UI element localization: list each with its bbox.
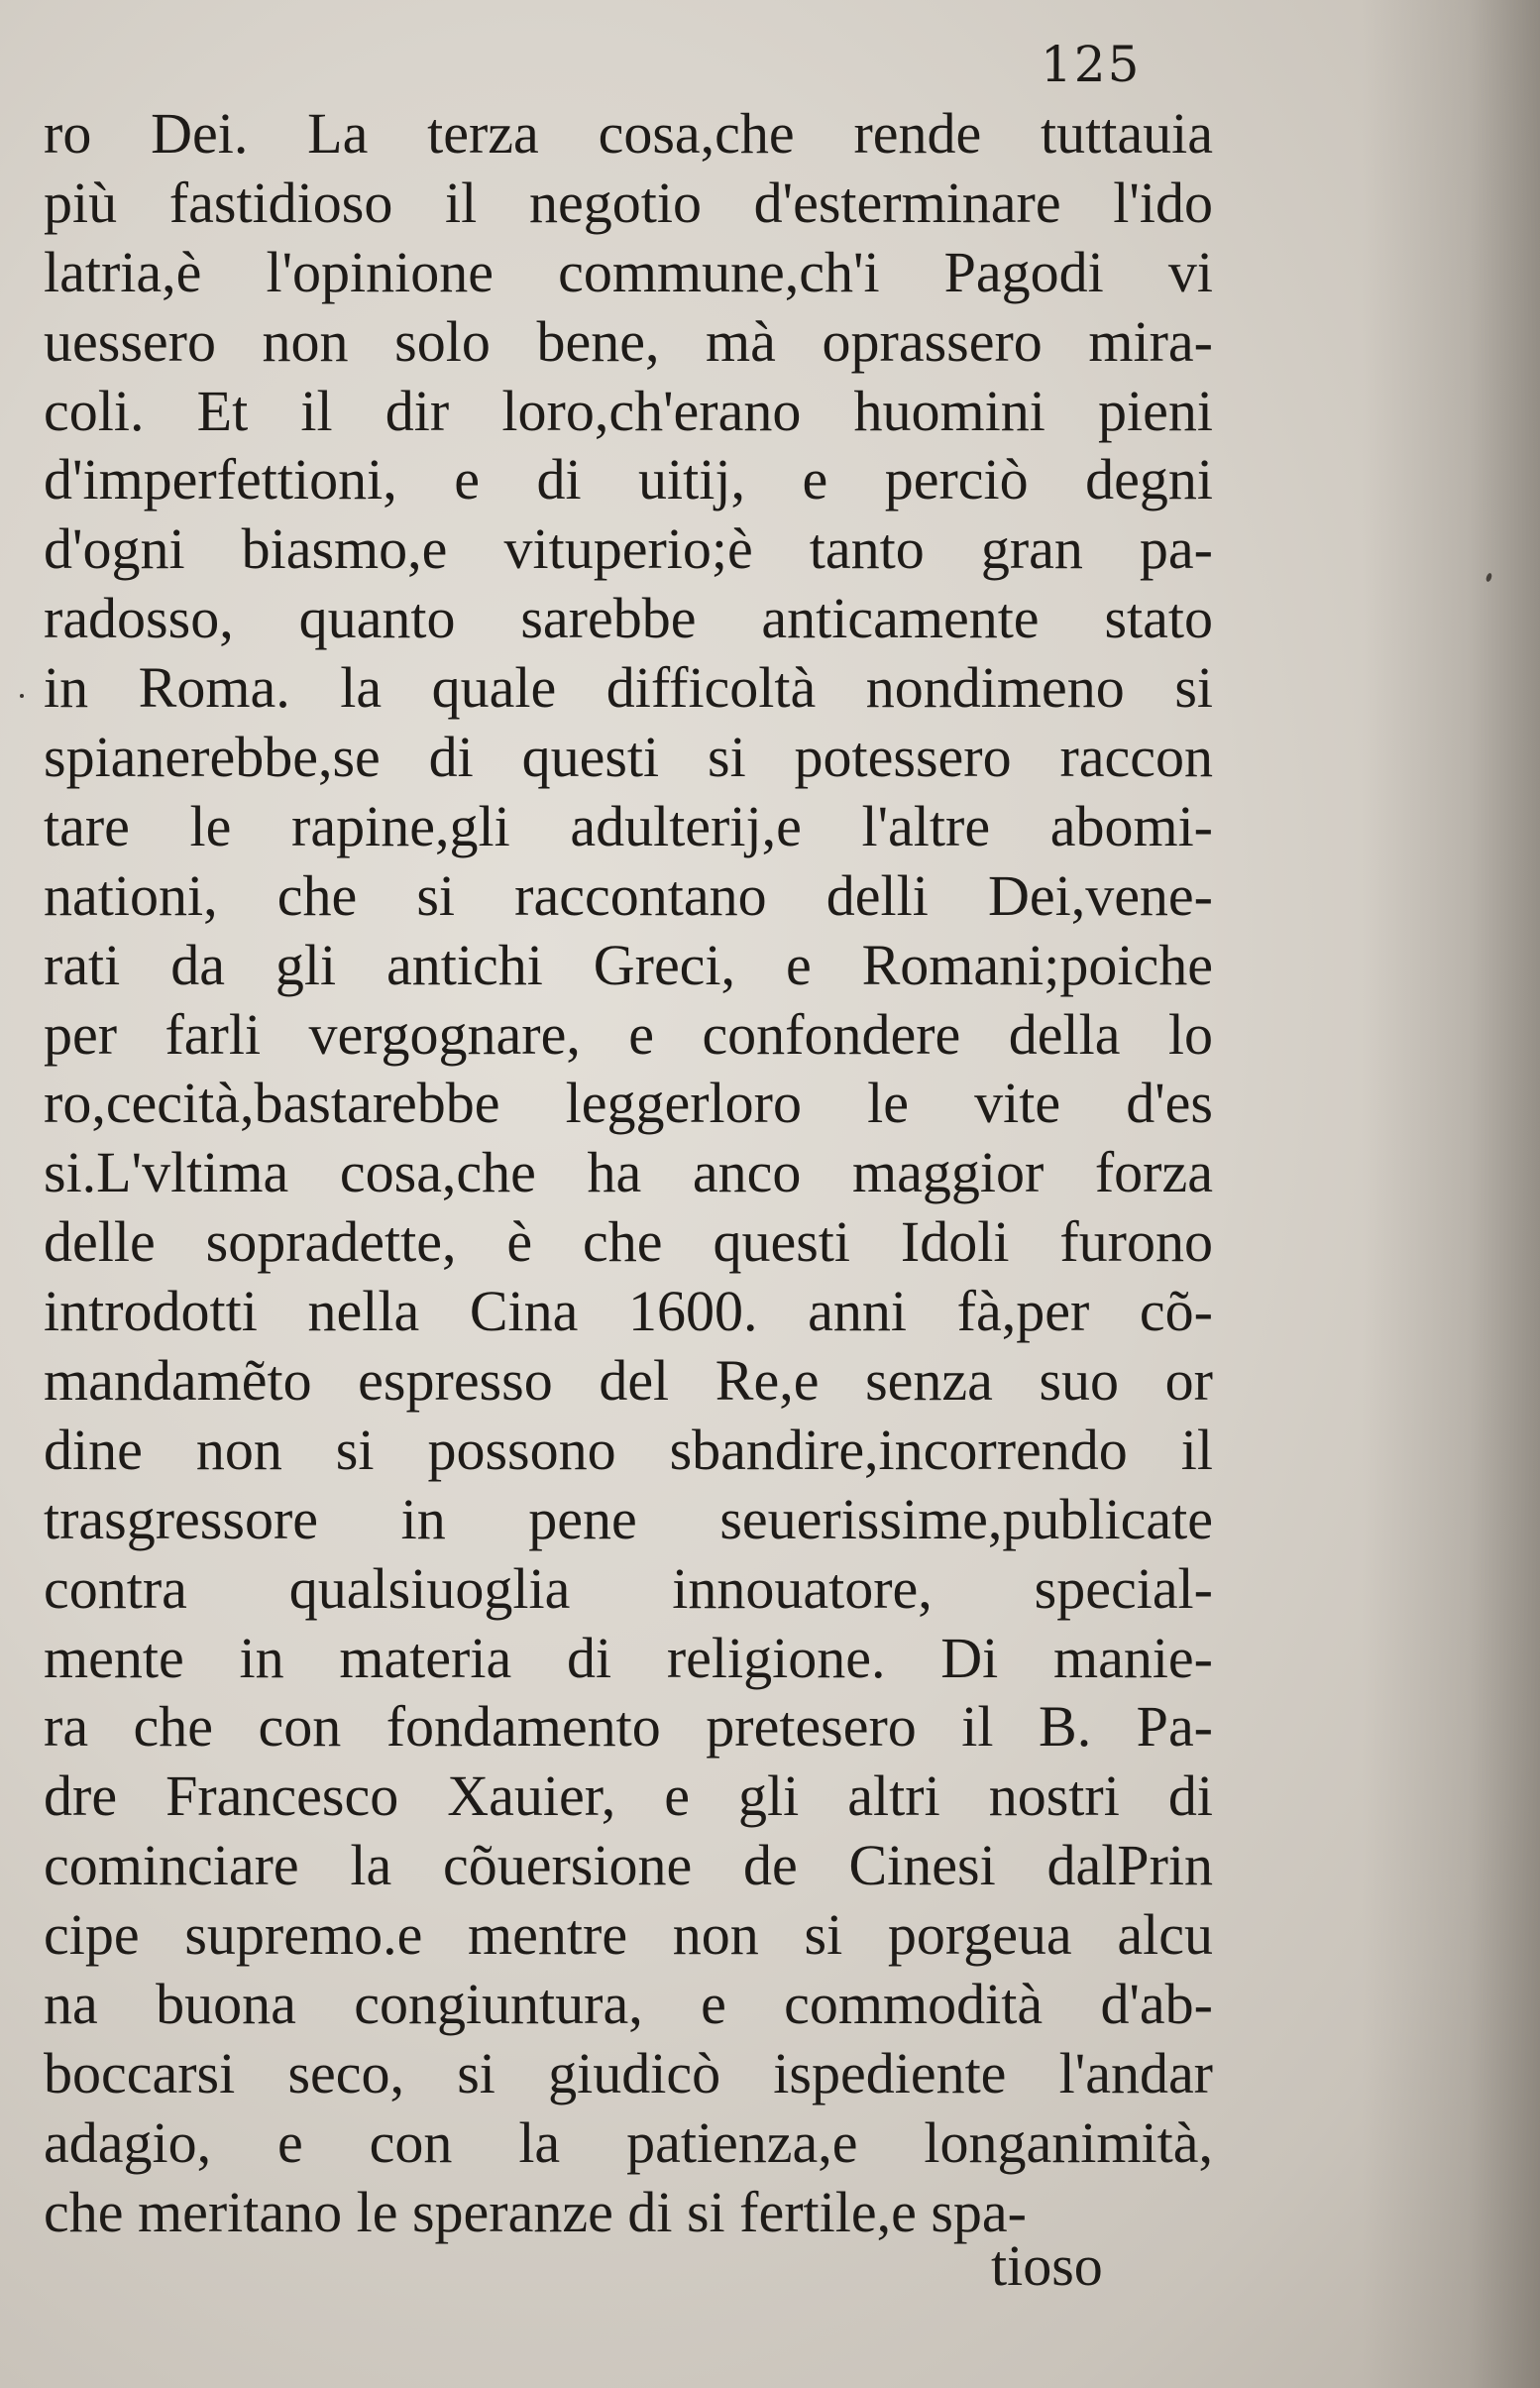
text-line: adagio, e con la patienza,e longanimità, <box>44 2109 1213 2175</box>
page-number: 125 <box>1041 36 1142 93</box>
text-line: uessero non solo bene, mà oprassero mira- <box>44 308 1213 374</box>
text-line: che meritano le speranze di si fertile,e spa- <box>44 2179 1027 2244</box>
text-line: cipe supremo.e mentre non si porgeua alcu <box>44 1902 1213 1968</box>
text-line: nationi, che si raccontano delli Dei,vene- <box>44 862 1213 928</box>
text-line: ro,cecità,bastarebbe leggerloro le vite d'es <box>44 1071 1213 1136</box>
text-line: contra qualsiuoglia innouatore, special- <box>44 1555 1213 1621</box>
text-line: mente in materia di religione. Di manie- <box>44 1625 1213 1690</box>
text-line: si.L'vltima cosa,che ha anco maggior forza <box>44 1140 1213 1205</box>
text-line: in Roma. la quale difficoltà nondimeno si <box>44 655 1213 721</box>
paper-speck <box>1485 572 1493 582</box>
text-line: tare le rapine,gli adulterij,e l'altre abomi- <box>44 793 1213 858</box>
body-text <box>44 99 1213 2247</box>
paper-speck <box>20 694 24 698</box>
text-line: ra che con fondamento pretesero il B. Pa- <box>44 1694 1213 1760</box>
text-line: coli. Et il dir loro,ch'erano huomini pieni <box>44 378 1213 443</box>
text-line: mandamẽto espresso del Re,e senza suo or <box>44 1348 1213 1414</box>
text-line: radosso, quanto sarebbe anticamente stato <box>44 586 1213 651</box>
text-line: na buona congiuntura, e commodità d'ab- <box>44 1972 1213 2037</box>
text-line: più fastidioso il negotio d'esterminare l'ido <box>44 170 1213 235</box>
text-line: d'imperfettioni, e di uitij, e perciò degni <box>44 447 1213 512</box>
text-line: d'ogni biasmo,e vituperio;è tanto gran pa- <box>44 516 1213 582</box>
text-line: trasgressore in pene seuerissime,publicate <box>44 1486 1213 1551</box>
text-line: rati da gli antichi Greci, e Romani;poiche <box>44 932 1213 997</box>
text-line: per farli vergognare, e confondere della lo <box>44 1001 1213 1067</box>
catchword: tioso <box>991 2233 1103 2298</box>
text-line: delle sopradette, è che questi Idoli furono <box>44 1209 1213 1275</box>
text-line: spianerebbe,se di questi si potessero raccon <box>44 725 1213 790</box>
text-line: dine non si possono sbandire,incorrendo il <box>44 1417 1213 1482</box>
text-line: introdotti nella Cina 1600. anni fà,per cõ- <box>44 1279 1213 1344</box>
text-line: latria,è l'opinione commune,ch'i Pagodi vi <box>44 239 1213 304</box>
text-line: dre Francesco Xauier, e gli altri nostri di <box>44 1763 1213 1829</box>
text-line: ro Dei. La terza cosa,che rende tuttauia <box>44 101 1213 166</box>
text-line: cominciare la cõuersione de Cinesi dalPrin <box>44 1833 1213 1898</box>
text-line: boccarsi seco, si giudicò ispediente l'andar <box>44 2040 1213 2105</box>
